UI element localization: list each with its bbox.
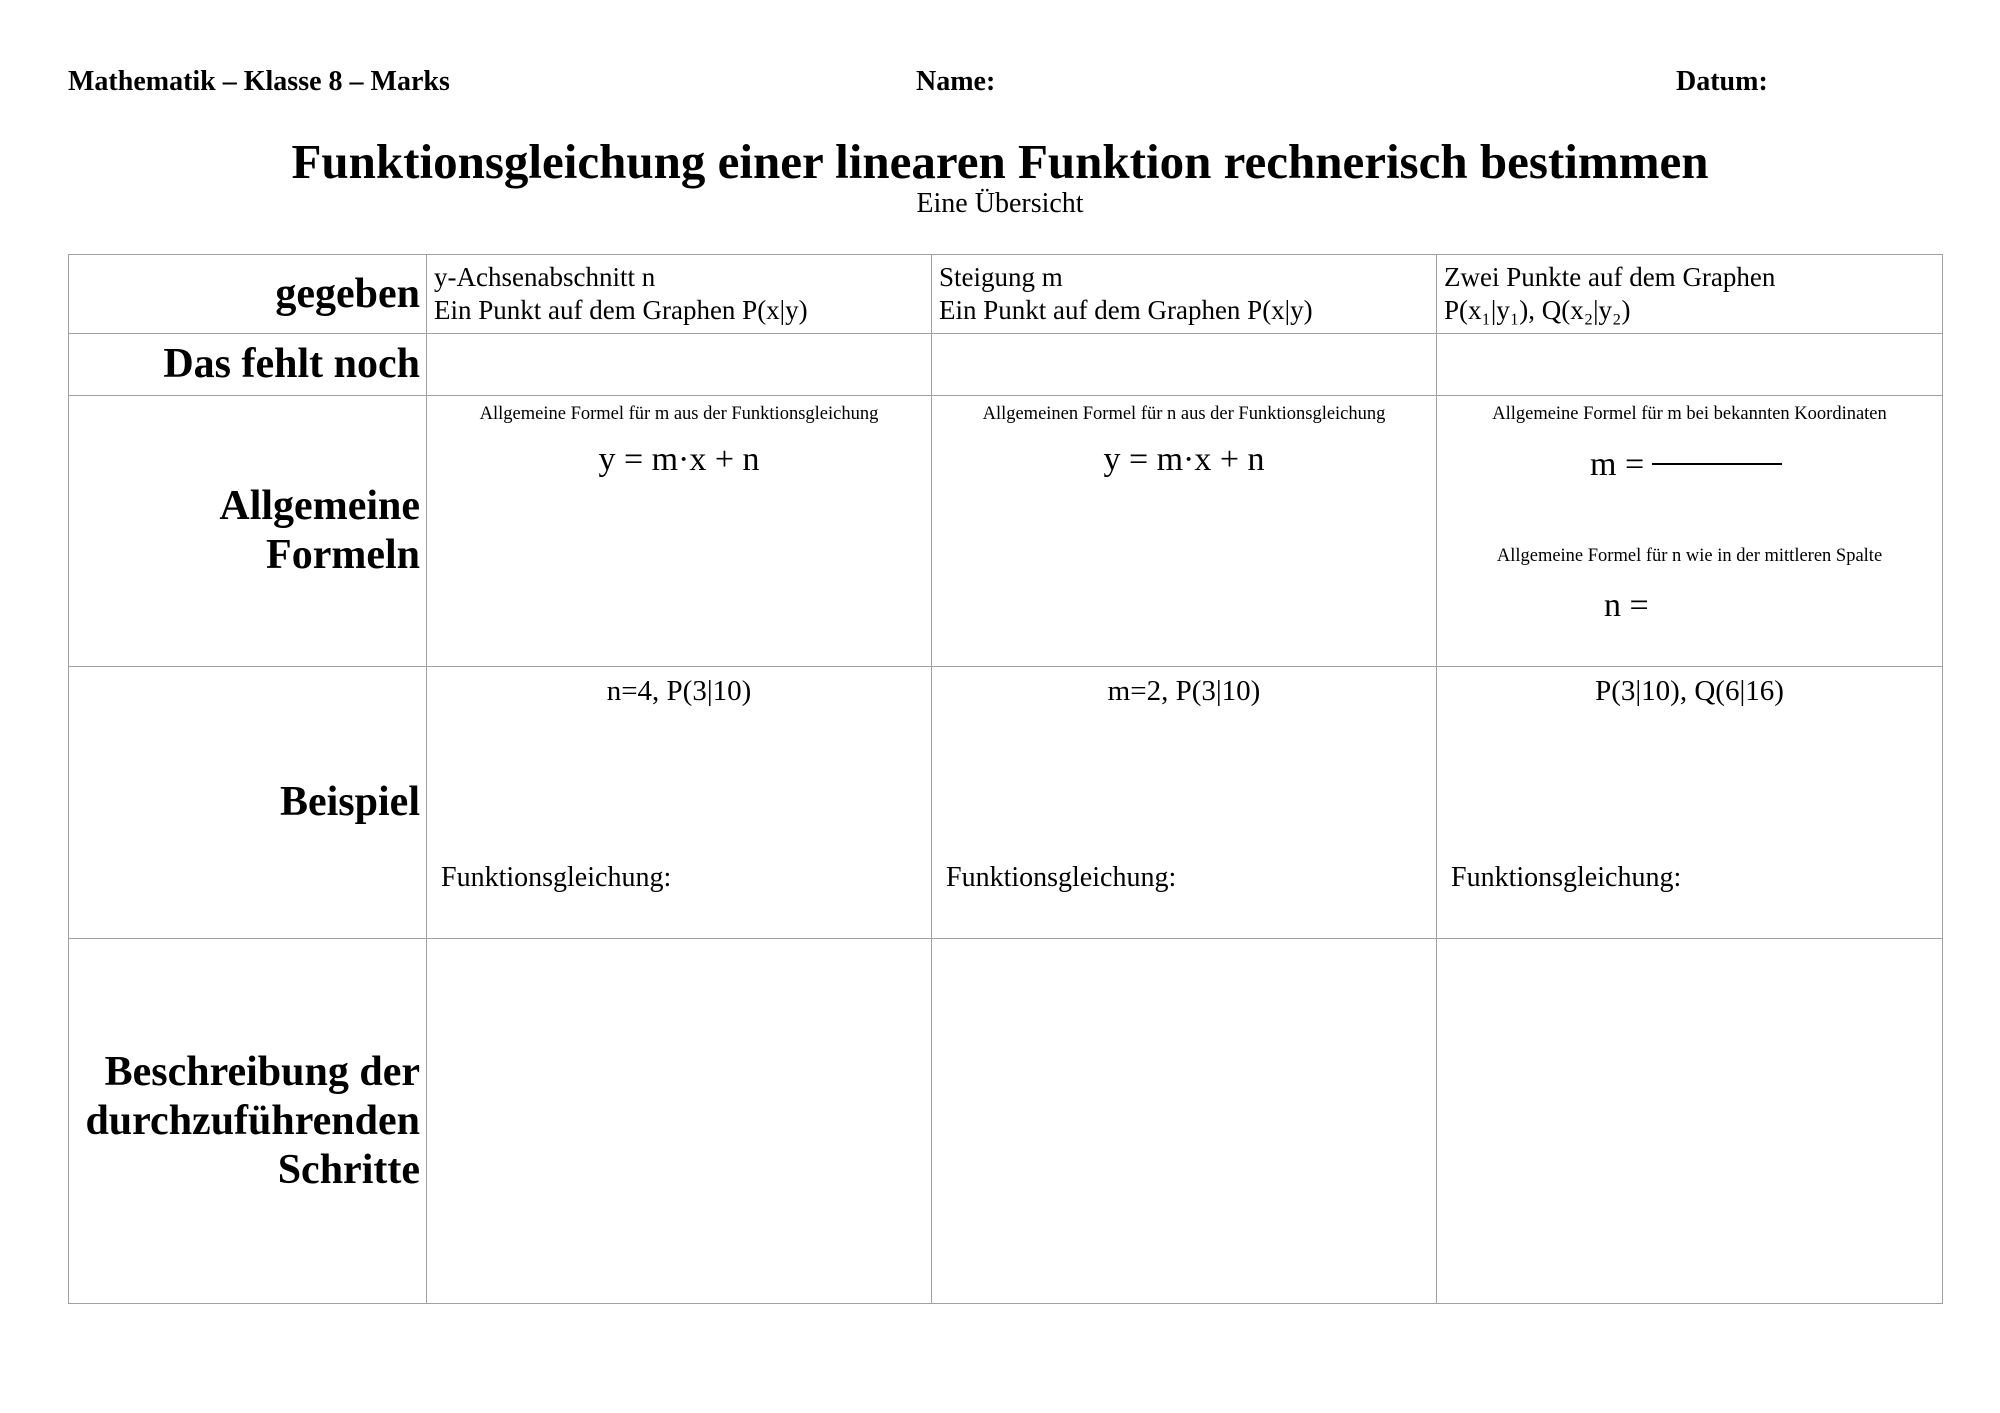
formula-caption-1: Allgemeine Formel für m aus der Funktionsgleichung xyxy=(479,404,879,424)
formula-caption-3: Allgemeine Formel für m bei bekannten Koordinaten xyxy=(1492,404,1887,424)
given-3-line-2: P(x₁|y₁), Q(x₂|y₂) xyxy=(1444,295,1631,325)
example-cell-2[interactable] xyxy=(932,667,1437,939)
formula-2: y = m·x + n xyxy=(1103,441,1265,478)
row-header-steps-line-1: Beschreibung der xyxy=(104,1048,420,1095)
example-values-2: m=2, P(3|10) xyxy=(1107,675,1261,707)
example-values-3: P(3|10), Q(6|16) xyxy=(1595,675,1784,707)
formula-cell-1[interactable] xyxy=(427,396,932,667)
row-header-formulas-line-2: Formeln xyxy=(266,532,420,578)
given-cell-2 xyxy=(932,255,1437,334)
row-header-example: Beispiel xyxy=(69,667,427,939)
given-cell-3 xyxy=(1437,255,1943,334)
formula-caption-2: Allgemeinen Formel für n aus der Funktionsgleichung xyxy=(982,404,1386,424)
equation-label-3: Funktionsgleichung: xyxy=(1451,862,1682,893)
steps-cell-1[interactable] xyxy=(427,939,932,1304)
missing-cell-3[interactable] xyxy=(1437,334,1943,396)
row-example xyxy=(69,667,1943,939)
slope-formula-label: m = xyxy=(1590,446,1645,483)
row-given xyxy=(69,255,1943,334)
given-cell-1 xyxy=(427,255,932,334)
intercept-formula-label: n = xyxy=(1604,587,1649,624)
given-1-line-2: Ein Punkt auf dem Graphen P(x|y) xyxy=(434,295,808,325)
slope-formula xyxy=(1590,445,1782,485)
row-header-steps-line-3: Schritte xyxy=(277,1146,420,1193)
steps-cell-2[interactable] xyxy=(932,939,1437,1304)
row-header-missing: Das fehlt noch xyxy=(69,334,427,396)
worksheet-header xyxy=(68,66,1948,106)
example-cell-3[interactable] xyxy=(1437,667,1943,939)
formula-cell-3[interactable] xyxy=(1437,396,1943,667)
missing-cell-2[interactable] xyxy=(932,334,1437,396)
formula-caption-3b: Allgemeine Formel für n wie in der mittleren Spalte xyxy=(1496,546,1883,566)
row-steps xyxy=(69,939,1943,1304)
fraction-bar xyxy=(1652,463,1782,465)
example-values-1: n=4, P(3|10) xyxy=(606,675,752,707)
formula-cell-2[interactable] xyxy=(932,396,1437,667)
row-header-formulas xyxy=(69,396,427,667)
name-label: Name: xyxy=(916,66,996,97)
equation-label-2: Funktionsgleichung: xyxy=(946,862,1177,893)
example-cell-1[interactable] xyxy=(427,667,932,939)
row-missing xyxy=(69,334,1943,396)
given-3-line-1: Zwei Punkte auf dem Graphen xyxy=(1444,262,1776,292)
equation-label-1: Funktionsgleichung: xyxy=(441,862,672,893)
worksheet-subtitle: Eine Übersicht xyxy=(916,188,1084,219)
row-formulas xyxy=(69,396,1943,667)
row-header-formulas-line-1: Allgemeine xyxy=(219,483,420,529)
row-header-given: gegeben xyxy=(69,255,427,334)
formula-1: y = m·x + n xyxy=(598,441,760,478)
given-2-line-2: Ein Punkt auf dem Graphen P(x|y) xyxy=(939,295,1313,325)
given-2-line-1: Steigung m xyxy=(939,262,1063,292)
row-header-steps-line-2: durchzuführenden xyxy=(85,1097,420,1144)
steps-cell-3[interactable] xyxy=(1437,939,1943,1304)
row-header-steps xyxy=(69,939,427,1304)
overview-table xyxy=(68,254,1943,1304)
given-1-line-1: y-Achsenabschnitt n xyxy=(434,262,656,292)
worksheet-title: Funktionsgleichung einer linearen Funktion rechnerisch bestimmen xyxy=(291,134,1709,189)
missing-cell-1[interactable] xyxy=(427,334,932,396)
date-label: Datum: xyxy=(1676,66,1768,97)
course-label: Mathematik – Klasse 8 – Marks xyxy=(68,66,450,97)
